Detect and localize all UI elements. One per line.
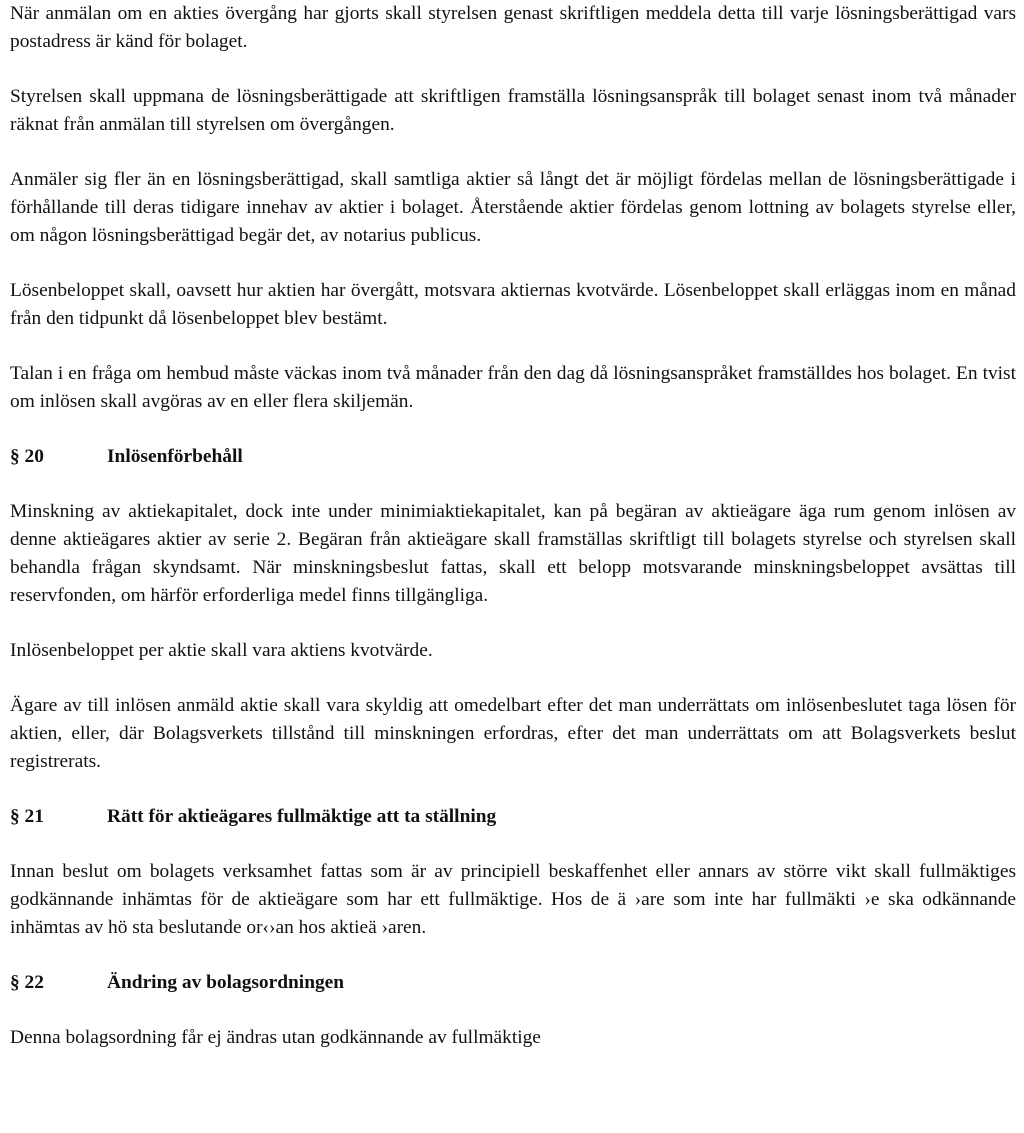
paragraph-gap (10, 831, 1016, 858)
section-heading-20 (10, 443, 1016, 471)
section-number: § 22 (10, 972, 44, 993)
paragraph-gap (10, 610, 1016, 637)
paragraph-gap (10, 776, 1016, 803)
paragraph-gap (10, 665, 1016, 692)
paragraph-gap (10, 139, 1016, 166)
paragraph-gap (10, 942, 1016, 969)
paragraph-gap (10, 471, 1016, 498)
section-heading-22 (10, 969, 1016, 997)
paragraph-gap (10, 56, 1016, 83)
paragraph: Innan beslut om bolagets verksamhet fattas som är av principiell beskaffenhet eller annars av större vikt skall fullmäktiges godkännande inhämtas för de aktieägare som har ett fullmäktige. Hos de ä ›are som inte har fullmäkti ›e ska odkännande inhämtas av hö sta beslutande or‹›an hos aktieä ›aren. (10, 861, 1016, 938)
paragraph-gap (10, 997, 1016, 1024)
paragraph: Denna bolagsordning får ej ändras utan godkännande av fullmäktige (10, 1027, 541, 1048)
paragraph-gap (10, 416, 1016, 443)
paragraph: Lösenbeloppet skall, oavsett hur aktien har övergått, motsvara aktiernas kvotvärde. Lösenbeloppet skall erläggas inom en månad från den tidpunkt då lösenbeloppet blev bestämt. (10, 280, 1016, 329)
paragraph-gap (10, 250, 1016, 277)
paragraph: Anmäler sig fler än en lösningsberättigad, skall samtliga aktier så långt det är möjligt fördelas mellan de lösningsberättigade i förhållande till deras tidigare innehav av aktier i bolaget. Återstående aktier fördelas genom lottning av bolagets styrelse eller, om någon lösningsberättigad begär det, av notarius publicus. (10, 169, 1016, 246)
section-number: § 21 (10, 806, 44, 827)
section-title: Rätt för aktieägares fullmäktige att ta ställning (107, 806, 497, 827)
paragraph: Inlösenbeloppet per aktie skall vara aktiens kvotvärde. (10, 640, 433, 661)
paragraph: Ägare av till inlösen anmäld aktie skall vara skyldig att omedelbart efter det man underrättats om inlösenbeslutet taga lösen för aktien, eller, där Bolagsverkets tillstånd till minskningen erfordras, efter det man underrättats om att Bolagsverkets beslut registrerats. (10, 695, 1016, 772)
paragraph-gap (10, 333, 1016, 360)
section-title: Inlösenförbehåll (107, 446, 243, 467)
paragraph: När anmälan om en akties övergång har gjorts skall styrelsen genast skriftligen meddela detta till varje lösningsberättigad vars postadress är känd för bolaget. (10, 3, 1016, 52)
section-number: § 20 (10, 446, 44, 467)
section-heading-21 (10, 803, 1016, 831)
paragraph: Styrelsen skall uppmana de lösningsberättigade att skriftligen framställa lösningsanspråk till bolaget senast inom två månader räknat från anmälan till styrelsen om övergången. (10, 86, 1016, 135)
paragraph: Minskning av aktiekapitalet, dock inte under minimiaktiekapitalet, kan på begäran av aktieägare äga rum genom inlösen av denne aktieägares aktier av serie 2. Begäran från aktieägare skall framställas skriftligt till bolagets styrelse och styrelsen skall behandla frågan skyndsamt. När minskningsbeslut fattas, skall ett belopp motsvarande minskningsbeloppet avsättas till reservfonden, om härför erforderliga medel finns tillgängliga. (10, 501, 1016, 606)
section-title: Ändring av bolagsordningen (107, 972, 345, 993)
document-page (10, 0, 1016, 1052)
paragraph: Talan i en fråga om hembud måste väckas inom två månader från den dag då lösningsanspråket framställdes hos bolaget. En tvist om inlösen skall avgöras av en eller flera skiljemän. (10, 363, 1016, 412)
